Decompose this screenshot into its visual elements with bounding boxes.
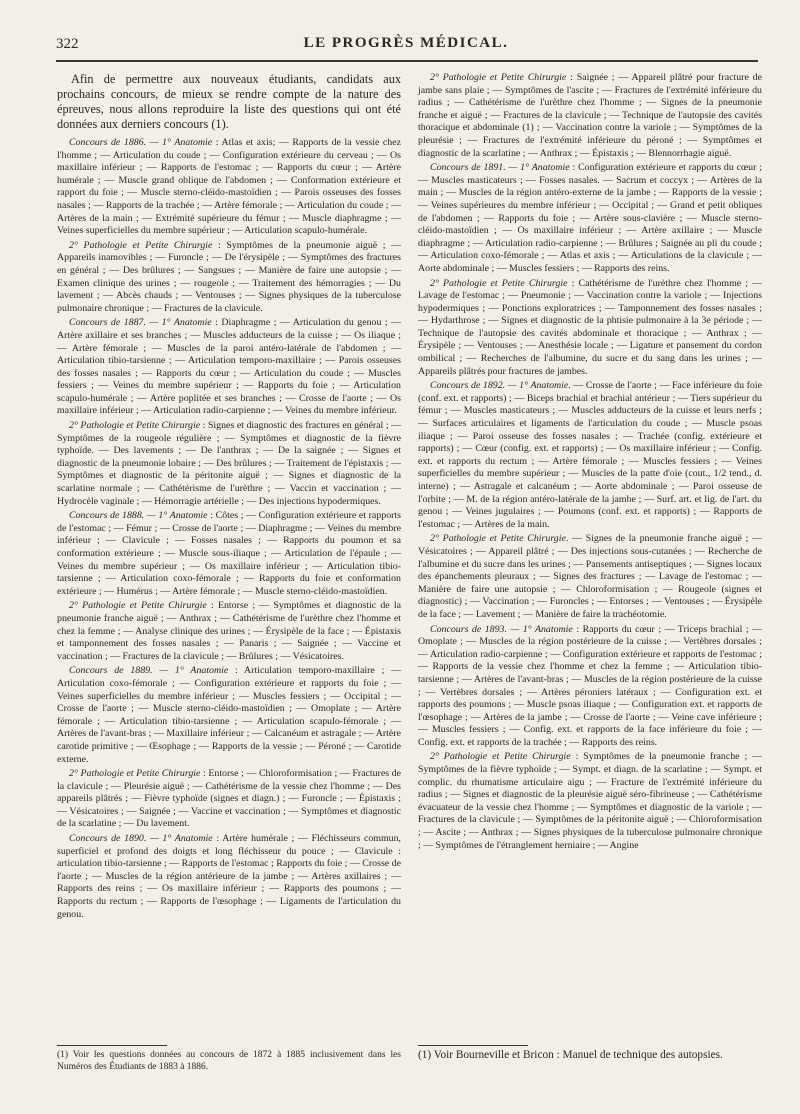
section-lead: 2° Pathologie et Petite Chirurgie	[69, 768, 201, 780]
page-header	[56, 32, 756, 56]
concours-1888-anatomie	[57, 510, 401, 598]
section-body: . — Crosse de l'aorte ; — Face inférieure du foie (conf. ext. et rapports) ; — Biceps brachial et brachial antérieur ; — Tiers supérieur du fémur ; — Muscles masticateurs ; — Muscles adducteurs de la cuisse et leurs nerfs ; — Surfaces articulaires et ligaments de l'articulation du coude ; — Muscle psoas iliaque ; — Paroi osseuse des fosses nasales ; — Trachée (config. extérieure et rapports) ; — Cœur (config. ext. et rapports) ; — Os maxillaire inférieur ; — Config. ext. et rapports du rectum ; — Artère fémorale ; — Muscles fessiers ; — Veines superficielles du membre supérieur ; — Muscles de la patte d'oie (cout., 1/2 tend., d. interne) ; — Astragale et calcanéum ; — Aorte abdominale ; — Paroi osseuse de l'orbite ; — M. de la région antéro-latérale de la jambe ; — Surf. art. et lig. de l'art. du genou ; — Veines jugulaires ; — Poumons (conf. ext. et rapports) ; — Rapports de l'estomac ; — Artères de la main.	[418, 380, 762, 530]
concours-1886-anatomie	[57, 137, 401, 238]
section-body: : Articulation temporo-maxillaire ; — Articulation coxo-fémorale ; — Configuration extérieure et rapports du foie ; — Veines superficielles du membre inférieur ; — Muscles fessiers ; — Occipital ; — Crosse de l'aorte ; — Muscle sterno-cléido-mastoïdien ; — Omoplate ; — Artère fémorale ; — Articulation tibio-tarsienne ; — Articulation scapulo-fémorale ; — Artères de l'avant-bras ; — Maxillaire inférieur ; — Calcanéum et astragale ; — Artère carotide primitive ; — Œsophage ; — Rapports de la vessie ; — Péroné ; — Carotide externe.	[57, 665, 402, 765]
footnote-rule-right	[418, 1045, 528, 1046]
concours-1891-pathologie	[418, 278, 762, 379]
concours-1890-anatomie	[57, 833, 401, 921]
concours-1887-anatomie	[57, 317, 401, 418]
concours-1887-pathologie	[57, 420, 401, 508]
intro-paragraph: Afin de permettre aux nouveaux étudiants, candidats aux prochains concours, de mieux se rendre compte de la nature des épreuves, nous allons reproduire la liste des questions qui ont été données aux derniers concours (1).	[57, 72, 401, 131]
section-body: : Entorse ; — Symptômes et diagnostic de la pneumonie franche aiguë ; — Anthrax ; — Cathétérisme de l'urèthre chez l'homme et chez la femme ; — Analyse clinique des urines ; — Érysipèle de la face ; — Épistaxis et tamponnement des fosses nasales ; — Panaris ; — Saignée ; — Vaccine et vaccination ; — Fractures de la clavicule ; — Brûlures ; — Vésicatoires.	[57, 600, 401, 662]
section-body: : Symptômes de la pneumonie aiguë ; — Appareils inamovibles ; — Furoncle ; — De l'érysipèle ; — Symptômes des fractures en général ; — Des brûlures ; — Sangsues ; — Manière de faire une autopsie ; — Examen clinique des urines ; — rougeole ; — Traitement des hémorragies ; — Du lavement ; — Abcès chauds ; — Ventouses ; — Signes physiques de la tuberculose pulmonaire chronique ; — Fractures de la clavicule.	[57, 239, 401, 314]
concours-1893-pathologie	[418, 751, 762, 852]
section-lead: 2° Pathologie et Petite Chirurgie	[69, 420, 201, 432]
section-lead: Concours de 1893. — 1° Anatomie	[430, 623, 573, 635]
concours-1889-pathologie	[57, 768, 401, 831]
section-body: : Côtes ; — Configuration extérieure et rapports de l'estomac ; — Fémur ; — Crosse de l'aorte ; — Diaphragme ; — Veines du membre inférieur ; — Clavicule ; — Fosses nasales ; — Rapports du poumon et sa conformation extérieure ; — Muscle sous-iliaque ; — Articulation de l'épaule ; — Veines du membre supérieur ; — Os maxillaire inférieur ; — Articulation tibio-tarsienne ; — Articulation coxo-fémorale ; — Rapports du foie et conformation extérieure ; — Humérus ; — Artère fémorale ; — Muscle sterno-cléido-mastoïdien.	[57, 510, 402, 597]
section-body: : Entorse ; — Chloroformisation ; — Fractures de la clavicule ; — Pleurésie aiguë ; — Cathétérisme de la vessie chez l'homme ; — Des appareils plâtrés ; — Fièvre typhoïde (signes et diagn.) ; — Furoncle ; — Épistaxis ; — Vésicatoires ; — Saignée ; — Vaccine et vaccination ; — Symptômes et diagnostic de la scarlatine ; — Du lavement.	[57, 768, 401, 830]
footnote-rule-left	[57, 1045, 167, 1046]
section-body: : Rapports du cœur ; — Triceps brachial ; — Omoplate ; — Muscles de la région postérieure de la cuisse ; — Vertèbres dorsales ; — Articulation radio-carpienne ; — Configuration extérieure et rapports de l'estomac ; — Rapports de la vessie chez l'homme et chez la femme ; — Articulation tibio-tarsienne ; — Artères de l'avant-bras ; — Muscles de la région postérieure de la cuisse ; — Vertèbres dorsales ; — Artères péroniers latéraux ; — Configuration ext. et rapports des poumons ; — Muscle psoas iliaque ; — Configuration ext. et rapports de l'œsophage ; — Artères de la jambe ; — Crosse de l'aorte ; — Veine cave inférieure ; — Muscles fessiers ; — Config. ext. et rapports de la face inférieure du foie ; — Config. ext. et rapports de la trachée ; — Rapports des reins.	[418, 623, 763, 748]
section-body: . — Signes de la pneumonie franche aiguë ; — Vésicatoires ; — Appareil plâtré ; — Des injections sous-cutanées ; — Recherche de l'albumine et du sucre dans les urines ; — Pansements antiseptiques ; — Signes locaux des épanchements pleuraux ; — Signes des fractures ; — Lavage de l'estomac ; — Manière de faire une autopsie ; — Chloroformisation ; — Rougeole (signes et diagnostic) ; — Vaccination ; — Furoncles ; — Entorses ; — Ventouses ; — Érysipèle de la face ; — Lavement ; — Manière de faire la trachéotomie.	[418, 533, 762, 620]
concours-1886-pathologie	[57, 240, 401, 316]
section-lead: 2° Pathologie et Petite Chirurgie	[430, 277, 568, 289]
section-lead: Concours de 1889. — 1° Anatomie	[69, 665, 229, 677]
section-lead: 2° Pathologie et Petite Chirurgie	[69, 239, 213, 251]
running-title: LE PROGRÈS MÉDICAL.	[303, 35, 509, 51]
footnote-left: (1) Voir les questions données au concours de 1872 à 1885 inclusivement dans les Numéros des Étudiants de 1883 à 1886.	[57, 1050, 401, 1072]
section-lead: 2° Pathologie et Petite Chirurgie	[430, 533, 566, 545]
left-column	[57, 72, 401, 923]
section-lead: Concours de 1890. — 1° Anatomie	[69, 833, 213, 845]
section-body: : Diaphragme ; — Articulation du genou ; — Artère axillaire et ses branches ; — Muscles adducteurs de la cuisse ; — Os iliaque ; — Artère fémorale ; — Muscles de la paroi antéro-latérale de l'abdomen ; — Articulation tibio-tarsienne ; — Articulation temporo-maxillaire ; — Parois osseuses des fosses nasales ; — Rapports du cœur ; — Articulation du coude ; — Muscles fessiers ; — Veines du membre supérieur ; — Rapports du foie ; — Articulation scapulo-humérale ; — Artère poplitée et ses branches ; — Crosse de l'aorte ; — Os maxillaire inférieur ; — Articulation radio-carpienne ; — Veines du membre inférieur.	[57, 317, 402, 417]
section-lead: 2° Pathologie et Petite Chirurgie	[430, 751, 571, 763]
section-lead: Concours de 1891. — 1° Anatomie	[430, 162, 570, 174]
section-body: : Artère humérale ; — Fléchisseurs commun, superficiel et profond des doigts et long fléchisseur du pouce ; — Clavicule : articulation tibio-tarsienne ; — Rapports de l'estomac ; Rapports du foie ; — Crosse de l'aorte ; — Muscles de la région antérieure de la jambe ; — Artères axillaires ; — Rapports des reins ; — Os maxillaire inférieur ; — Rapports des poumons ; — Rapports du rectum ; — Rapports de l'œsophage ; — Ligaments de l'articulation du genou.	[57, 833, 401, 920]
page-number: 322	[56, 36, 79, 52]
concours-1891-anatomie	[418, 162, 762, 275]
section-lead: Concours de 1886. — 1° Anatomie	[69, 137, 213, 148]
section-body: : Cathétérisme de l'urèthre chez l'homme ; — Lavage de l'estomac ; — Pneumonie ; — Vaccination contre la variole ; — Injections hypodermiques ; — Ponctions exploratrices ; — Tamponnement des fosses nasales ; — Hydarthrose ; — Signes et diagnostic de la phtisie pulmonaire à la 3e période ; — Technique de l'autopsie des cavités abdominale et thoracique ; — Anthrax ; — Érysipèle ; — Ventouses ; — Anesthésie locale ; — Ligature et pansement du cordon ombilical ; — Recherches de l'albumine, du sucre et du sang dans les urines ; — Appareils plâtrés pour fractures de jambes.	[418, 277, 763, 377]
section-body: : Signes et diagnostic des fractures en général ; — Symptômes de la rougeole régulière ; — Symptômes et diagnostic de la fièvre typhoïde. — Des lavements ; — De l'anthrax ; — De la saignée ; — Signes et diagnostic de la pneumonie lobaire ; — Des brûlures ; — Traitement de l'épistaxis ; — Symptômes et diagnostic de la péritonite aiguë ; — Signes et diagnostic de la scarlatine normale ; — Cathétérisme de l'urèthre ; — Vaccin et vaccination ; — Hydrocèle vaginale ; — Hémorragie artérielle ; — Des injections hypodermiques.	[57, 420, 401, 507]
concours-1888-pathologie	[57, 600, 401, 663]
section-lead: 2° Pathologie et Petite Chirurgie	[69, 600, 207, 612]
section-body: : Atlas et axis; — Rapports de la vessie chez l'homme ; — Articulation du coude ; — Configuration extérieure du cerveau ; — Os maxillaire inférieur ; — Rapports de l'estomac ; — Rapports du cœur ; — Artère humérale ; — Muscle grand oblique de l'abdomen ; — Conformation extérieure et rapport du foie ; — Muscle sterno-cléido-mastoïdien ; — Parois osseuses des fosses nasales ; — Rapports de la trachée ; — Artère fémorale ; — Articulation du coude ; — Artères de la main ; — Extrémité supérieure du fémur ; — Muscle diaphragme ; — Veines superficielles du membre supérieur ; — Articulation scapulo-humérale.	[57, 137, 401, 237]
section-lead: 2° Pathologie et Petite Chirurgie	[430, 72, 567, 83]
section-body: : Symptômes de la pneumonie franche ; — Symptômes de la fièvre typhoïde ; — Sympt. et diagn. de la scarlatine ; — Sympt. et complic. du rhumatisme articulaire aigu ; — Fracture de l'extrémité inférieure du radius ; — Signes et diagnostic de la pleurésie aiguë séro-fibrineuse ; — Cathétérisme évacuateur de la vessie chez l'homme ; — Symptômes et diagnostic de la variole ; — Fractures de la clavicule ; — Symptômes de la péritonite aiguë ; — Chloroformisation ; — Ascite ; — Anthrax ; — Signes physiques de la tuberculose pulmonaire chronique ; — Symptômes de l'étranglement herniaire ; — Angine	[418, 751, 762, 851]
section-lead: Concours de 1888. — 1° Anatomie	[69, 510, 208, 522]
concours-1893-anatomie	[418, 624, 762, 750]
concours-1892-pathologie	[418, 533, 762, 621]
header-rule	[56, 60, 758, 62]
section-lead: Concours de 1892. — 1° Anatomie	[430, 380, 569, 392]
concours-1889-anatomie	[57, 665, 401, 766]
section-body: : Saignée ; — Appareil plâtré pour fracture de jambe sans plaie ; — Symptômes de l'ascite ; — Fractures de l'extrémité inférieure du radius ; — Cathétérisme de l'urèthre chez l'homme ; — Signes de la pneumonie franche et aiguë ; — Fractures de la clavicule ; — Technique de l'autopsie des cavités thoracique et abdominale (1) ; — Vaccination contre la variole ; — Symptômes de la pleurésie ; — Fractures de l'extrémité inférieure du péroné ; — Symptômes et diagnostic de la scarlatine ; — Anthrax ; — Épistaxis ; — Blennorrhagie aiguë.	[418, 72, 762, 159]
section-body: : Configuration extérieure et rapports du cœur ; — Muscles masticateurs ; — Fosses nasales. — Sacrum et coccyx ; — Artères de la main ; — Muscles de la région antéro-externe de la jambe ; — Rapports de la vessie ; — Veines supérieures du membre inférieur ; — Occipital ; — Grand et petit obliques de l'abdomen ; — Rapports du foie ; — Artère sous-clavière ; — Muscle sterno-cléido-mastoïdien ; — Os maxillaire inférieur ; — Artère axillaire ; — Muscle diaphragme ; — Articulation radio-carpienne ; — Brûlures ; Saignée au pli du coude ; — Articulation coxo-fémorale ; — Atlas et axis ; — Articulations de la clavicule ; — Aorte abdominale ; — Muscles fessiers ; — Rapports des reins.	[418, 162, 762, 274]
right-column	[418, 72, 762, 854]
concours-1890-pathologie	[418, 72, 762, 160]
footnote-right: (1) Voir Bourneville et Bricon : Manuel de technique des autopsies.	[418, 1049, 723, 1061]
concours-1892-anatomie	[418, 380, 762, 531]
section-lead: Concours de 1887. — 1° Anatomie	[69, 317, 212, 329]
